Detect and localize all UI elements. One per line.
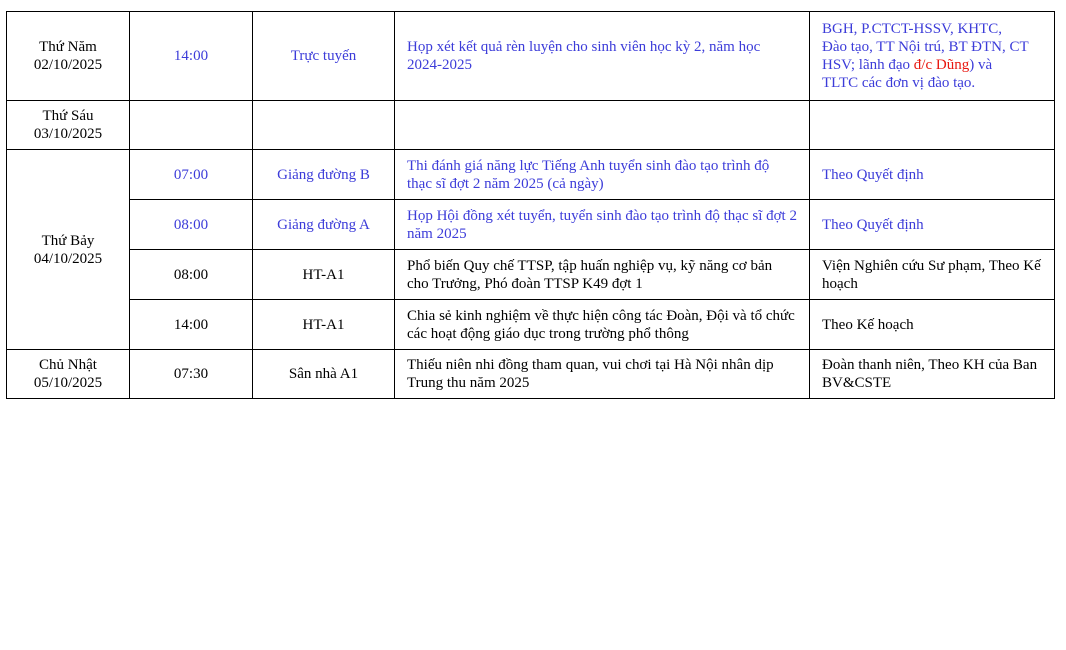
table-row xyxy=(7,200,1055,250)
table-row xyxy=(7,12,1055,101)
time-cell: 07:30 xyxy=(130,350,253,399)
day-name: Thứ Bảy xyxy=(41,232,95,249)
location-cell: Giảng đường B xyxy=(253,150,395,200)
participants-highlight: đ/c Dũng xyxy=(913,57,970,73)
content-cell: Thi đánh giá năng lực Tiếng Anh tuyển sinh đào tạo trình độ thạc sĩ đợt 2 năm 2025 (cả ngày) xyxy=(395,150,810,200)
content-cell: Họp xét kết quả rèn luyện cho sinh viên học kỳ 2, năm học 2024-2025 xyxy=(395,12,810,101)
participants-cell: Theo Kế hoạch xyxy=(810,300,1055,350)
day-date: 04/10/2025 xyxy=(33,250,103,267)
participants-text: ) và xyxy=(969,57,993,73)
day-name: Thứ Sáu xyxy=(42,108,94,124)
participants-cell xyxy=(810,12,1055,101)
content-cell: Thiếu niên nhi đồng tham quan, vui chơi tại Hà Nội nhân dịp Trung thu năm 2025 xyxy=(395,350,810,399)
schedule-table xyxy=(6,11,1055,399)
time-cell: 08:00 xyxy=(130,200,253,250)
time-cell: 14:00 xyxy=(130,12,253,101)
participants-cell: Theo Quyết định xyxy=(810,200,1055,250)
content-cell: Họp Hội đồng xét tuyển, tuyển sinh đào tạo trình độ thạc sĩ đợt 2 năm 2025 xyxy=(395,200,810,250)
table-row xyxy=(7,300,1055,350)
day-cell xyxy=(7,150,130,350)
location-cell: HT-A1 xyxy=(253,300,395,350)
time-cell: 14:00 xyxy=(130,300,253,350)
participants-text: HSV; lãnh đạo xyxy=(822,57,914,73)
location-cell: HT-A1 xyxy=(253,250,395,300)
content-cell: Chia sẻ kinh nghiệm về thực hiện công tác Đoàn, Đội và tổ chức các hoạt động giáo dục trong trường phổ thông xyxy=(395,300,810,350)
participants-cell: Theo Quyết định xyxy=(810,150,1055,200)
day-name: Thứ Năm xyxy=(39,39,97,55)
day-date: 02/10/2025 xyxy=(33,57,103,73)
day-name: Chủ Nhật xyxy=(39,357,97,373)
participants-line: BGH, P.CTCT-HSSV, KHTC, xyxy=(822,21,1003,37)
participants-line xyxy=(822,56,1042,74)
location-cell: Sân nhà A1 xyxy=(253,350,395,399)
location-cell: Giảng đường A xyxy=(253,200,395,250)
table-row xyxy=(7,150,1055,200)
participants-line: Đào tạo, TT Nội trú, BT ĐTN, CT xyxy=(822,39,1029,55)
participants-cell: Viện Nghiên cứu Sư phạm, Theo Kế hoạch xyxy=(810,250,1055,300)
day-cell xyxy=(7,101,130,150)
day-date: 05/10/2025 xyxy=(33,375,103,391)
table-row xyxy=(7,350,1055,399)
table-row xyxy=(7,101,1055,150)
participants-line: TLTC các đơn vị đào tạo. xyxy=(822,75,976,91)
day-cell xyxy=(7,12,130,101)
participants-cell: Đoàn thanh niên, Theo KH của Ban BV&CSTE xyxy=(810,350,1055,399)
location-cell xyxy=(253,101,395,150)
content-cell: Phổ biến Quy chế TTSP, tập huấn nghiệp vụ, kỹ năng cơ bản cho Trưởng, Phó đoàn TTSP K49 đợt 1 xyxy=(395,250,810,300)
content-cell xyxy=(395,101,810,150)
time-cell xyxy=(130,101,253,150)
time-cell: 08:00 xyxy=(130,250,253,300)
location-cell: Trực tuyến xyxy=(253,12,395,101)
time-cell: 07:00 xyxy=(130,150,253,200)
table-row xyxy=(7,250,1055,300)
day-date: 03/10/2025 xyxy=(33,126,103,142)
day-cell xyxy=(7,350,130,399)
participants-cell xyxy=(810,101,1055,150)
